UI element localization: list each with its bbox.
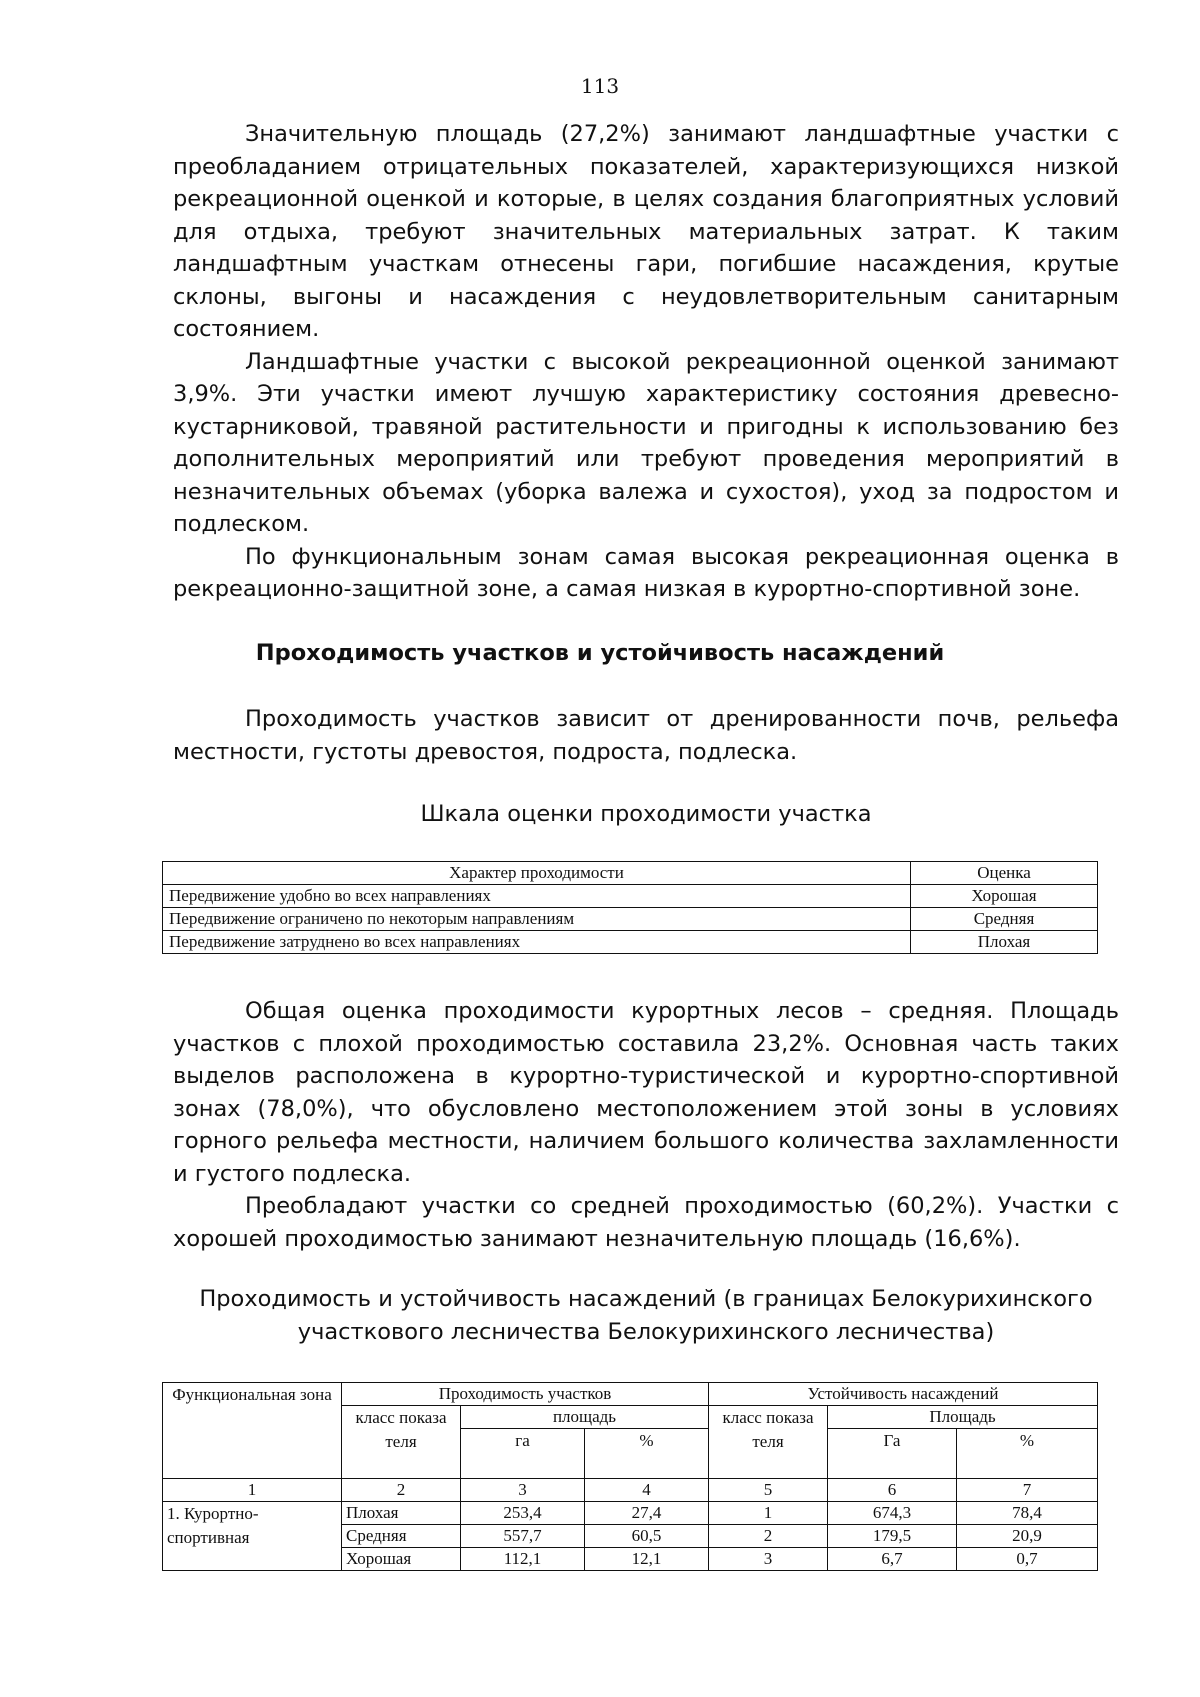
- table-cell: 0,7: [957, 1548, 1098, 1571]
- passability-stability-table: [162, 1382, 1098, 1571]
- section-heading: Проходимость участков и устойчивость насаждений: [255, 640, 945, 666]
- table-cell: 557,7: [461, 1525, 585, 1548]
- paragraph: Проходимость участков зависит от дренированности почв, рельефа местности, густоты древостоя, подроста, подлеска.: [173, 706, 1119, 765]
- zone-name-cell: 1. Курортно-спортивная: [163, 1502, 342, 1571]
- table-header-row: [163, 1383, 1098, 1406]
- text-block-3: [173, 995, 1119, 1255]
- table-cell: 20,9: [957, 1525, 1098, 1548]
- column-number: 3: [461, 1479, 585, 1502]
- table-row: [163, 885, 1098, 908]
- table-cell: Передвижение ограничено по некоторым направлениям: [163, 908, 911, 931]
- table-cell: 179,5: [828, 1525, 957, 1548]
- header-cell-class: класс показа теля: [342, 1406, 461, 1479]
- table-cell: Хорошая: [342, 1548, 461, 1571]
- table-cell: 253,4: [461, 1502, 585, 1525]
- header-cell-ha: Га: [828, 1429, 957, 1479]
- column-number: 2: [342, 1479, 461, 1502]
- paragraph: Ландшафтные участки с высокой рекреационной оценкой занимают 3,9%. Эти участки имеют лучшую характеристику состояния древесно-кустарниковой, травяной растительности и пригодны к использованию без дополнительных мероприятий или требуют проведения мероприятий в незначительных объемах (уборка валежа и сухостоя), уход за подростом и подлеском.: [173, 348, 1119, 537]
- table-cell: Передвижение затруднено во всех направлениях: [163, 931, 911, 954]
- table-header-row: [163, 862, 1098, 885]
- text-block-2: [173, 703, 1119, 768]
- table-cell: Хорошая: [911, 885, 1098, 908]
- table-cell: 78,4: [957, 1502, 1098, 1525]
- table-cell: 6,7: [828, 1548, 957, 1571]
- header-cell: Оценка: [911, 862, 1098, 885]
- header-cell-area: Площадь: [828, 1406, 1098, 1429]
- column-number: 6: [828, 1479, 957, 1502]
- paragraph: Преобладают участки со средней проходимостью (60,2%). Участки с хорошей проходимостью занимают незначительную площадь (16,6%).: [173, 1193, 1119, 1252]
- table-cell: Средняя: [911, 908, 1098, 931]
- header-cell-pct: %: [957, 1429, 1098, 1479]
- table-row: [163, 931, 1098, 954]
- table-cell: Плохая: [342, 1502, 461, 1525]
- table-cell: 60,5: [585, 1525, 709, 1548]
- table-row: [163, 908, 1098, 931]
- column-number: 4: [585, 1479, 709, 1502]
- table-cell: Средняя: [342, 1525, 461, 1548]
- column-number: 5: [709, 1479, 828, 1502]
- table-cell: 3: [709, 1548, 828, 1571]
- page-number: 113: [580, 74, 620, 98]
- text-block-1: [173, 118, 1119, 606]
- column-number: 7: [957, 1479, 1098, 1502]
- table-cell: Передвижение удобно во всех направлениях: [163, 885, 911, 908]
- paragraph: По функциональным зонам самая высокая рекреационная оценка в рекреационно-защитной зоне, а самая низкая в курортно-спортивной зоне.: [173, 543, 1119, 602]
- header-cell: Характер проходимости: [163, 862, 911, 885]
- header-cell-zone: Функциональная зона: [163, 1383, 342, 1479]
- table-cell: 112,1: [461, 1548, 585, 1571]
- header-cell-ha: га: [461, 1429, 585, 1479]
- table-cell: 2: [709, 1525, 828, 1548]
- header-cell-area: площадь: [461, 1406, 709, 1429]
- table-row: [163, 1502, 1098, 1525]
- column-number: 1: [163, 1479, 342, 1502]
- table-cell: 12,1: [585, 1548, 709, 1571]
- passability-scale-table: [162, 861, 1098, 954]
- table2-caption: [173, 1283, 1119, 1348]
- table2-caption-line: участкового лесничества Белокурихинского лесничества): [297, 1318, 995, 1345]
- header-cell-stability: Устойчивость насаждений: [709, 1383, 1098, 1406]
- header-cell-passability: Проходимость участков: [342, 1383, 709, 1406]
- header-cell-class: класс показа теля: [709, 1406, 828, 1479]
- table-cell: 27,4: [585, 1502, 709, 1525]
- table-cell: 1: [709, 1502, 828, 1525]
- paragraph: Значительную площадь (27,2%) занимают ландшафтные участки с преобладанием отрицательных показателей, характеризующихся низкой рекреационной оценкой и которые, в целях создания благоприятных условий для отдыха, требуют значительных материальных затрат. К таким ландшафтным участкам отнесены гари, погибшие насаждения, крутые склоны, выгоны и насаждения с неудовлетворительным санитарным состоянием.: [173, 121, 1119, 342]
- table-cell: Плохая: [911, 931, 1098, 954]
- table-cell: 674,3: [828, 1502, 957, 1525]
- table1-caption: Шкала оценки проходимости участка: [420, 801, 872, 827]
- header-cell-pct: %: [585, 1429, 709, 1479]
- table-number-row: [163, 1479, 1098, 1502]
- paragraph: Общая оценка проходимости курортных лесов – средняя. Площадь участков с плохой проходимостью составила 23,2%. Основная часть таких выделов расположена в курортно-туристической и курортно-спортивной зонах (78,0%), что обусловлено местоположением этой зоны в условиях горного рельефа местности, наличием большого количества захламленности и густого подлеска.: [173, 998, 1119, 1187]
- table2-caption-line: Проходимость и устойчивость насаждений (в границах Белокурихинского: [199, 1286, 1093, 1312]
